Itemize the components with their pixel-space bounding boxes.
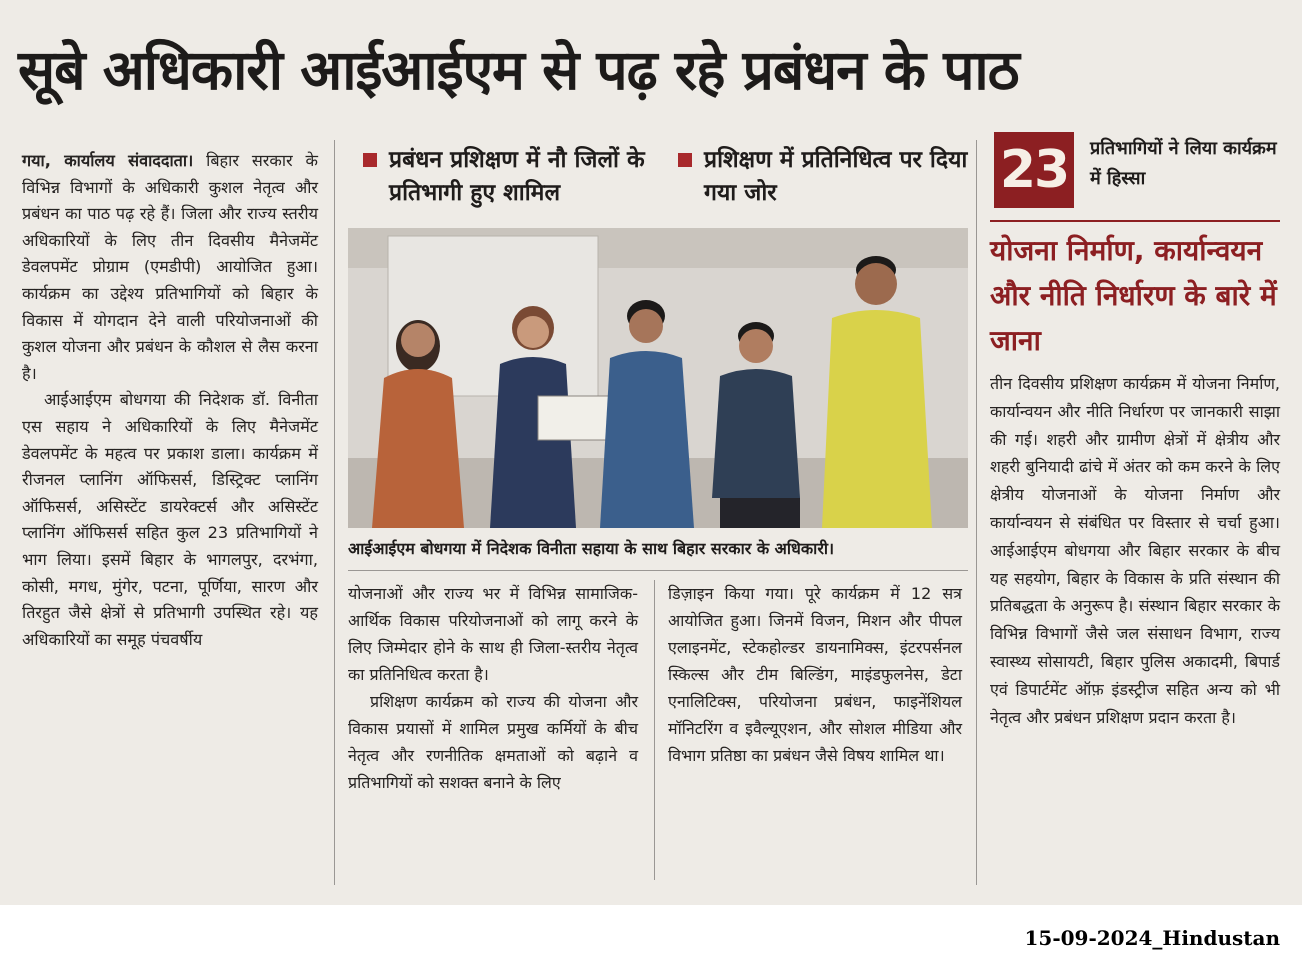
highlight-text-1: प्रबंधन प्रशिक्षण में नौ जिलों के प्रतिभागी हुए शामिल: [389, 147, 645, 206]
paragraph-intro: [22, 148, 318, 387]
photo-caption: आईआईएम बोधगया में निदेशक विनीता सहाया के साथ बिहार सरकार के अधिकारी।: [348, 539, 835, 558]
source-footer: 15-09-2024_Hindustan: [1024, 926, 1280, 950]
paragraph-1: बिहार सरकार के विभिन्न विभागों के अधिकारी कुशल नेतृत्व और प्रबंधन का पाठ पढ़ रहे हैं। जिला और राज्य स्तरीय अधिकारियों के लिए तीन दिवसीय मैनेजमेंट डेवलपमेंट प्रोग्राम (एमडीपी) आयोजित हुआ। कार्यक्रम का उद्देश्य प्रतिभागियों को बिहार के विकास में योगदान देने वाली परियोजनाओं की कुशल योजना और प्रबंधन के कौशल से लैस करना है।: [22, 151, 318, 383]
column-divider: [334, 140, 335, 885]
article-column-4: [990, 370, 1280, 731]
stat-number: 23: [994, 132, 1074, 208]
paragraph-4: प्रशिक्षण कार्यक्रम को राज्य की योजना और विकास प्रयासों में शामिल प्रमुख कर्मियों के बीच नेतृत्व और रणनीतिक क्षमताओं को बढ़ाने व प्रतिभागियों को सशक्त बनाने के लिए: [348, 692, 638, 792]
highlight-bullet-2: [678, 144, 968, 210]
event-photo: [348, 228, 968, 528]
headline: सूबे अधिकारी आईआईएम से पढ़ रहे प्रबंधन के पाठ: [18, 38, 1019, 102]
stat-box: [994, 132, 1284, 212]
paragraph-6: तीन दिवसीय प्रशिक्षण कार्यक्रम में योजना निर्माण, कार्यान्वयन और नीति निर्धारण पर जानकारी साझा की गई। शहरी और ग्रामीण क्षेत्रों में क्षेत्रीय और शहरी बुनियादी ढांचे में अंतर को कम करने के लिए क्षेत्रीय योजनाओं के योजना निर्माण और कार्यान्वयन से संबंधित पर विस्तार से चर्चा हुआ। आईआईएम बोधगया और बिहार सरकार के बीच यह सहयोग, बिहार के विकास के प्रति संस्थान की प्रतिबद्धता के अनुरूप है। संस्थान बिहार सरकार के विभिन्न विभागों जैसे जल संसाधन विभाग, राज्य स्वास्थ्य सोसायटी, बिहार पुलिस अकादमी, बिपार्ड एवं डिपार्टमेंट ऑफ़ इंडस्ट्रीज सहित अन्य को भी नेतृत्व और प्रबंधन प्रशिक्षण प्रदान करता है।: [990, 374, 1280, 727]
paragraph-3: योजनाओं और राज्य भर में विभिन्न सामाजिक-आर्थिक विकास परियोजनाओं को लागू करने के लिए जिम्मेदार होने के साथ ही जिला-स्तरीय नेतृत्व का प्रतिनिधित्व करता है।: [348, 584, 638, 684]
subheadline: योजना निर्माण, कार्यान्वयन और नीति निर्धारण के बारे में जाना: [990, 234, 1277, 357]
column-divider: [654, 580, 655, 880]
bullet-square-icon: [678, 153, 692, 167]
column-divider: [976, 140, 977, 885]
highlight-bullet-1: [363, 144, 663, 210]
photo-illustration: [348, 228, 968, 528]
paragraph-5: डिज़ाइन किया गया। पूरे कार्यक्रम में 12 सत्र आयोजित हुआ। जिनमें विजन, मिशन और पीपल एलाइनमेंट, स्टेकहोल्डर डायनामिक्स, इंटरपर्सनल स्किल्स और टीम बिल्डिंग, माइंडफुलनेस, डेटा एनालिटिक्स, परियोजना प्रबंधन, फाइनेंशियल मॉनिटरिंग व इवैल्यूएशन, और सोशल मीडिया और विभाग प्रतिष्ठा का प्रबंधन जैसे विषय शामिल था।: [668, 584, 962, 765]
subhead-rule: [990, 220, 1280, 222]
paragraph-2: आईआईएम बोधगया की निदेशक डॉ. विनीता एस सहाय ने अधिकारियों के लिए मैनेजमेंट डेवलपमेंट के महत्व पर प्रकाश डाला। कार्यक्रम में रीजनल प्लानिंग ऑफिसर्स, डिस्ट्रिक्ट प्लानिंग ऑफिसर्स, असिस्टेंट डायरेक्टर्स और असिस्टेंट प्लानिंग ऑफिसर्स सहित कुल 23 प्रतिभागियों ने भाग लिया। इसमें बिहार के भागलपुर, दरभंगा, कोसी, मगध, मुंगेर, पटना, पूर्णिया, सारण और तिरहुत जैसे क्षेत्रों से प्रतिभागी उपस्थित रहे। यह अधिकारियों का समूह पंचवर्षीय: [22, 390, 318, 649]
article-column-2: [348, 580, 638, 796]
stat-label: प्रतिभागियों ने लिया कार्यक्रम में हिस्सा: [1090, 138, 1277, 189]
dateline: गया, कार्यालय संवाददाता।: [22, 151, 194, 170]
caption-rule: [348, 570, 968, 571]
article-column-3: [668, 580, 962, 769]
highlight-text-2: प्रशिक्षण में प्रतिनिधित्व पर दिया गया जोर: [704, 147, 968, 206]
article-column-1: [22, 148, 318, 653]
bullet-square-icon: [363, 153, 377, 167]
